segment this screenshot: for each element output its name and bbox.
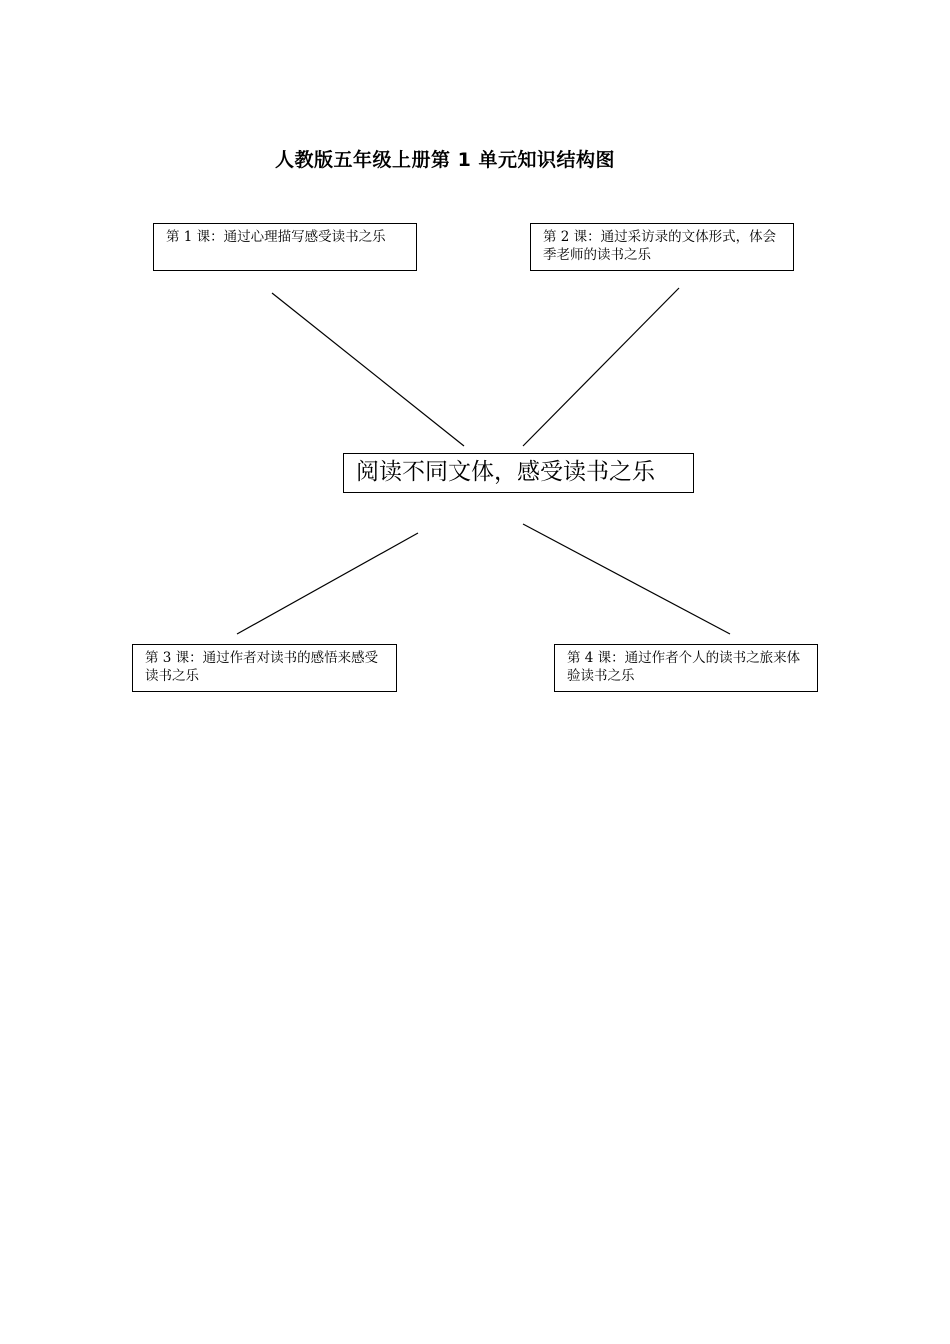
page-title: 人教版五年级上册第 1 单元知识结构图 — [275, 149, 615, 171]
connector-lesson-2 — [523, 288, 679, 446]
lesson-3-box: 第 3 课：通过作者对读书的感悟来感受读书之乐 — [132, 644, 397, 692]
connector-lesson-3 — [237, 533, 418, 634]
connector-lesson-1 — [272, 293, 464, 446]
lesson-1-box: 第 1 课：通过心理描写感受读书之乐 — [153, 223, 417, 271]
connector-lesson-4 — [523, 524, 730, 634]
lesson-2-box: 第 2 课：通过采访录的文体形式，体会季老师的读书之乐 — [530, 223, 794, 271]
central-theme-box: 阅读不同文体，感受读书之乐 — [343, 453, 694, 493]
lesson-4-box: 第 4 课：通过作者个人的读书之旅来体验读书之乐 — [554, 644, 818, 692]
